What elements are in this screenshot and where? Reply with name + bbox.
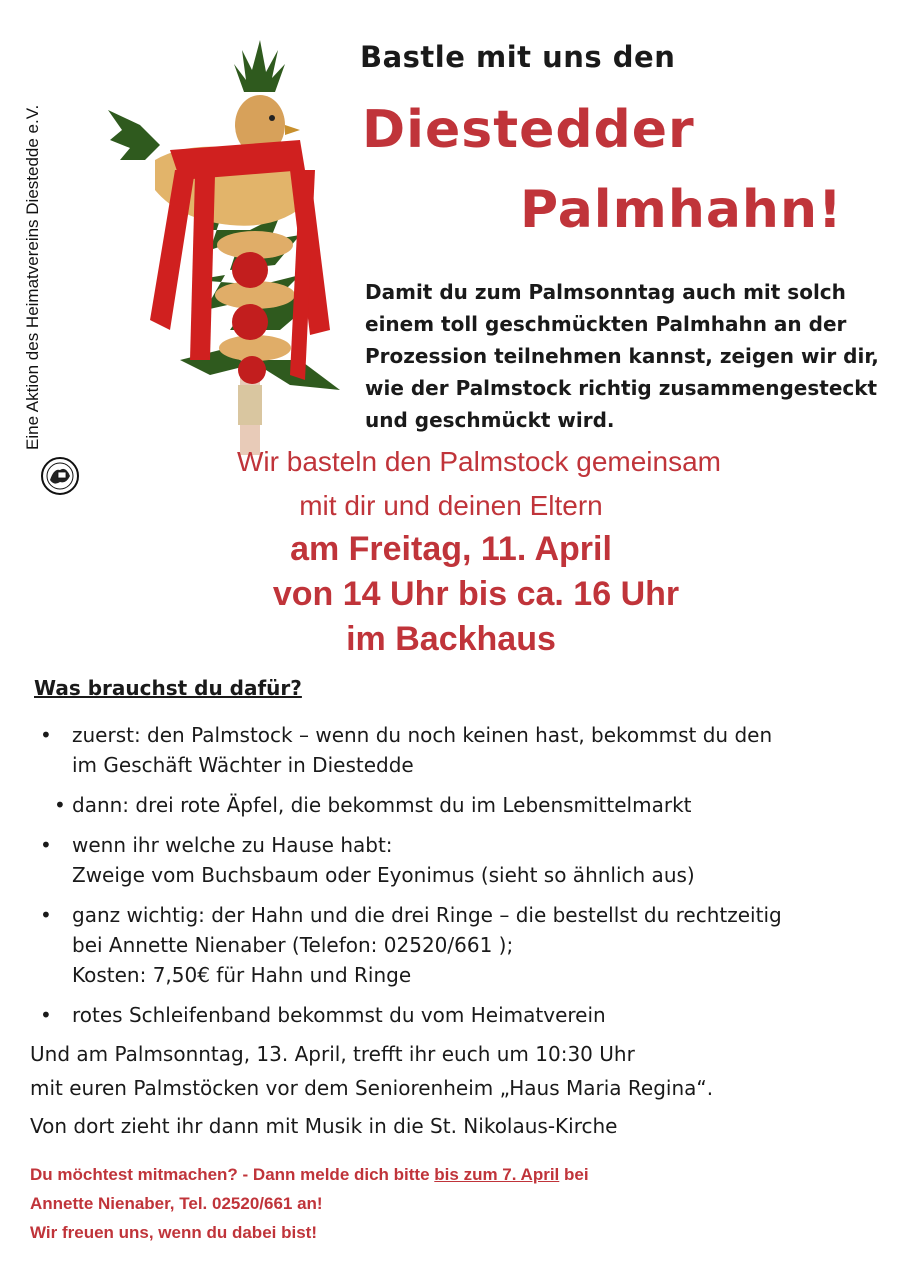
bullet-icon: • — [40, 833, 52, 857]
sunday-line-2: mit euren Palmstöcken vor dem Seniorenheim „Haus Maria Regina“. — [30, 1076, 714, 1100]
bullet-icon: • — [40, 903, 52, 927]
palmstock-illustration — [100, 30, 350, 455]
description-line: einem toll geschmückten Palmhahn an der — [365, 312, 847, 336]
description-line: Damit du zum Palmsonntag auch mit solch — [365, 280, 846, 304]
description-paragraph — [365, 276, 885, 436]
intro-line: Bastle mit uns den — [360, 40, 676, 74]
apple-2 — [232, 304, 268, 340]
apple-1 — [232, 252, 268, 288]
event-place: im Backhaus — [346, 620, 556, 658]
list-item: • zuerst: den Palmstock – wenn du noch keinen hast, bekommst du den im Geschäft Wächter in Diestedde — [40, 720, 880, 780]
sunday-line-3: Von dort zieht ihr dann mit Musik in die St. Nikolaus-Kirche — [30, 1114, 618, 1138]
event-time: von 14 Uhr bis ca. 16 Uhr — [272, 575, 680, 613]
sunday-line-1: Und am Palmsonntag, 13. April, trefft ihr euch um 10:30 Uhr — [30, 1042, 635, 1066]
deadline-underlined: bis zum 7. April — [434, 1165, 560, 1184]
list-item: • ganz wichtig: der Hahn und die drei Ringe – die bestellst du rechtzeitig bei Annette Nienaber (Telefon: 02520/661 ); Kosten: 7,50€ für Hahn und Ringe — [40, 900, 880, 990]
description-line: wie der Palmstock richtig zusammengesteckt — [365, 376, 878, 400]
list-item: • wenn ihr welche zu Hause habt: Zweige vom Buchsbaum oder Eyonimus (sieht so ähnlich aus) — [40, 830, 880, 890]
list-item: • dann: drei rote Äpfel, die bekommst du im Lebensmittelmarkt — [40, 790, 880, 820]
event-date: am Freitag, 11. April — [290, 530, 612, 568]
bullet-icon: • — [40, 723, 52, 747]
contact-line-3: Wir freuen uns, wenn du dabei bist! — [30, 1223, 317, 1242]
organization-vertical-text: Eine Aktion des Heimatvereins Diestedde e.V. — [23, 104, 42, 450]
title-line-1: Diestedder — [362, 100, 695, 160]
needs-list — [40, 720, 880, 1040]
list-item: • rotes Schleifenband bekommst du vom Heimatverein — [40, 1000, 880, 1030]
description-line: und geschmückt wird. — [365, 408, 615, 432]
sunday-paragraph — [30, 1037, 890, 1143]
apple-3 — [238, 356, 266, 384]
needs-heading: Was brauchst du dafür? — [34, 676, 302, 700]
bullet-icon: • — [54, 793, 66, 817]
contact-line-2: Annette Nienaber, Tel. 02520/661 an! — [30, 1194, 323, 1213]
bullet-icon: • — [40, 1003, 52, 1027]
together-line-2: mit dir und deinen Eltern — [299, 490, 603, 521]
contact-paragraph: Du möchtest mitmachen? - Dann melde dich bitte bis zum 7. April bei Annette Nienaber, Tel. 02520/661 an! Wir freuen uns, wenn du dabei bist! — [30, 1165, 589, 1242]
description-line: Prozession teilnehmen kannst, zeigen wir dir, — [365, 344, 879, 368]
title-line-2: Palmhahn! — [520, 180, 843, 240]
together-line-1: Wir basteln den Palmstock gemeinsam — [237, 446, 721, 477]
